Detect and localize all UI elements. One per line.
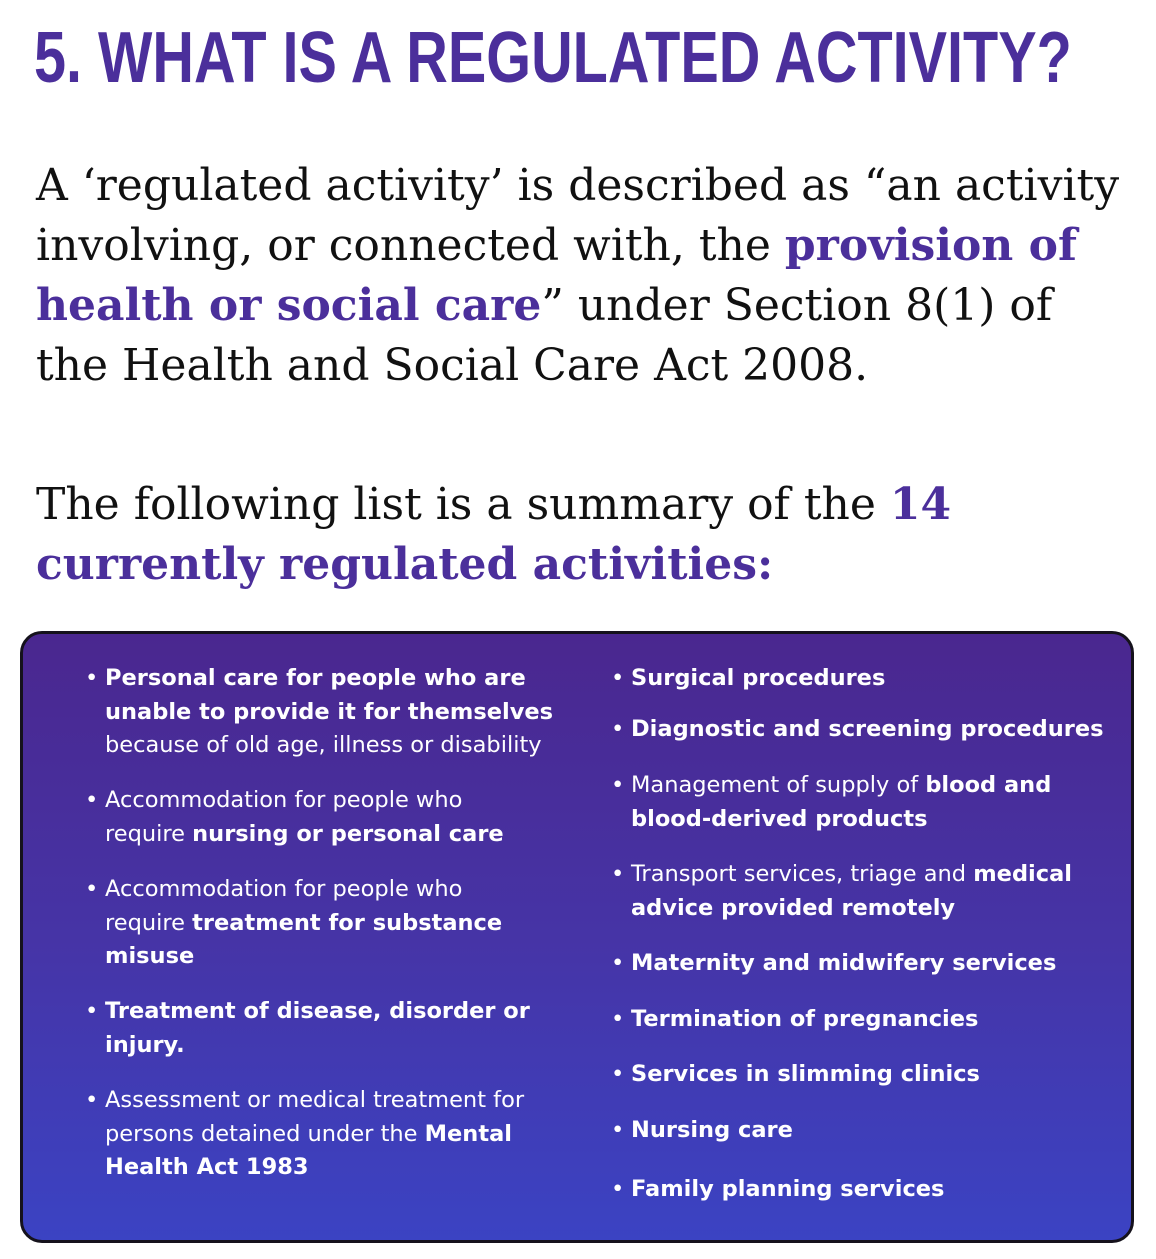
bullet-icon: • [611, 772, 625, 798]
bullet-icon: • [611, 716, 625, 742]
bullet-icon: • [611, 950, 625, 976]
activity-line-bold: blood and [925, 772, 1052, 798]
page-title: 5. WHAT IS A REGULATED ACTIVITY? [34, 18, 1072, 98]
activity-line-bold: blood-derived products [631, 805, 928, 832]
bullet-icon: • [611, 665, 625, 691]
activity-family-planning [611, 1173, 944, 1207]
activity-line-bold: Family planning services [631, 1176, 945, 1202]
activity-line-bold: Surgical procedures [631, 665, 886, 691]
activity-line-bold: Mental [424, 1120, 512, 1147]
activity-line: Personal care for people who are [105, 665, 526, 691]
activity-line: Accommodation for people who [105, 787, 463, 813]
activity-line-bold: medical [973, 861, 1072, 887]
bullet-icon: • [611, 1117, 625, 1143]
activity-line-bold: Services in slimming clinics [631, 1061, 980, 1087]
activity-line-bold: nursing or personal care [192, 820, 504, 847]
summary-text: The following list is a summary of the [36, 479, 890, 530]
activity-line-bold: Health Act 1983 [105, 1154, 309, 1180]
activity-line-bold: injury. [105, 1031, 185, 1058]
bullet-icon: • [611, 1176, 625, 1202]
summary-highlight: 14 currently regulated activities: [36, 479, 952, 590]
activity-termination [611, 1003, 978, 1037]
activity-line: require [105, 909, 193, 936]
activity-mental-health [85, 1084, 524, 1185]
activity-transport [611, 858, 1072, 925]
bullet-icon: • [611, 1061, 625, 1087]
activity-line: Accommodation for people who [105, 876, 463, 902]
activity-line-bold: advice provided remotely [631, 894, 956, 921]
activity-surgical [611, 662, 885, 696]
intro-text: A ‘regulated activity’ is described as “an activity involving, or connected with, the [36, 160, 1120, 271]
bullet-icon: • [611, 861, 625, 887]
activity-maternity [611, 947, 1056, 981]
bullet-icon: • [85, 1087, 99, 1113]
activity-line: unable to provide it for themselves [105, 698, 554, 725]
activity-treatment-disease [85, 995, 530, 1062]
activity-accommodation-nursing [85, 784, 504, 851]
activity-line-bold: treatment for substance [192, 909, 503, 936]
bullet-icon: • [85, 787, 99, 813]
activity-blood [611, 769, 1051, 836]
activity-accommodation-substance [85, 873, 502, 974]
activity-line-bold: Termination of pregnancies [631, 1006, 979, 1032]
activities-panel [20, 631, 1134, 1243]
activity-line: Transport services, triage and [631, 861, 974, 887]
intro-highlight: provision of health or social care [36, 220, 1077, 331]
activity-personal-care [85, 662, 553, 763]
intro-paragraph [36, 156, 1126, 396]
intro-text-end: ” under Section 8(1) of the Health and Social Care Act 2008. [36, 280, 1053, 391]
activity-line: Assessment or medical treatment for [105, 1087, 525, 1113]
bullet-icon: • [85, 876, 99, 902]
activity-line: because of old age, illness or disability [105, 732, 542, 758]
activity-line-bold: Nursing care [631, 1117, 793, 1143]
activity-line-bold: Maternity and midwifery services [631, 950, 1057, 976]
activity-line-bold: Treatment of disease, disorder or [105, 998, 530, 1024]
activity-nursing [611, 1114, 793, 1148]
activity-line: persons detained under the [105, 1120, 425, 1147]
summary-paragraph [36, 475, 1126, 595]
bullet-icon: • [85, 665, 99, 691]
activity-line-bold: Diagnostic and screening procedures [631, 716, 1104, 742]
bullet-icon: • [611, 1006, 625, 1032]
bullet-icon: • [85, 998, 99, 1024]
activity-line-bold: misuse [105, 943, 195, 969]
activity-diagnostic [611, 713, 1104, 747]
activity-slimming [611, 1058, 980, 1092]
activity-line: Management of supply of [631, 772, 926, 798]
activity-line: require [105, 820, 193, 847]
